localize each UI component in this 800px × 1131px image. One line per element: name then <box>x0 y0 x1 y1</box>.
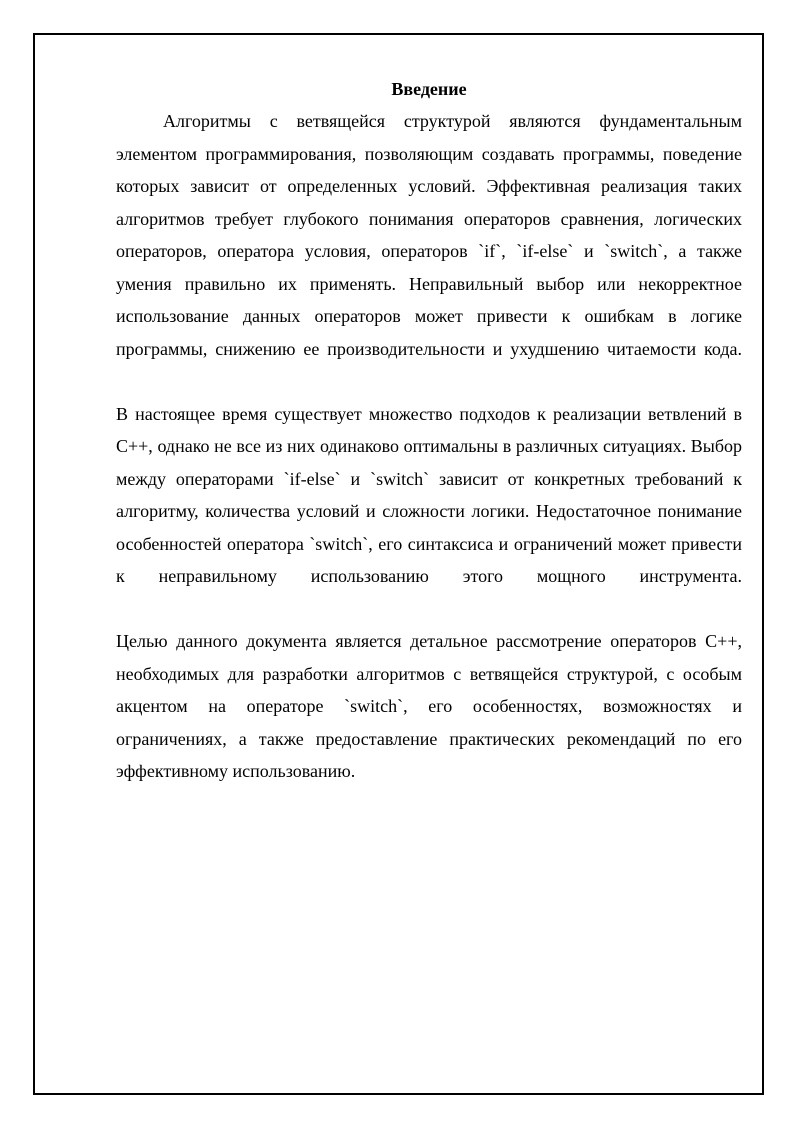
document-title: Введение <box>391 79 467 99</box>
paragraph-approaches: В настоящее время существует множество подходов к реализации ветвлений в C++, однако не все из них одинаково оптимальны в различных ситуациях. Выбор между операторами `if-else` и `switch` зависит от конкретных требований к алгоритму, количества условий и сложности логики. Недостаточное понимание особенностей оператора `switch`, его синтаксиса и ограничений может привести к неправильному использованию этого мощного инструмента. <box>116 403 742 586</box>
paragraph-goal: Целью данного документа является детальное рассмотрение операторов C++, необходимых для разработки алгоритмов с ветвящейся структурой, с особым акцентом на операторе `switch`, его особенностях, возможностях и ограничениях, а также предоставление практических рекомендаций по его эффективному использованию. <box>116 631 742 781</box>
paragraph-intro: Алгоритмы с ветвящейся структурой являются фундаментальным элементом программирования, позволяющим создавать программы, поведение которых зависит от определенных условий. Эффективная реализация таких алгоритмов требует глубокого понимания операторов сравнения, логических операторов, оператора условия, операторов `if`, `if-else` и `switch`, а также умения правильно их применять. Неправильный выбор или некорректное использование данных операторов может привести к ошибкам в логике программы, снижению ее производительности и ухудшению читаемости кода. <box>116 111 742 359</box>
document-body <box>116 73 742 788</box>
paragraph-spacer <box>116 365 742 398</box>
paragraph-spacer <box>116 593 742 626</box>
